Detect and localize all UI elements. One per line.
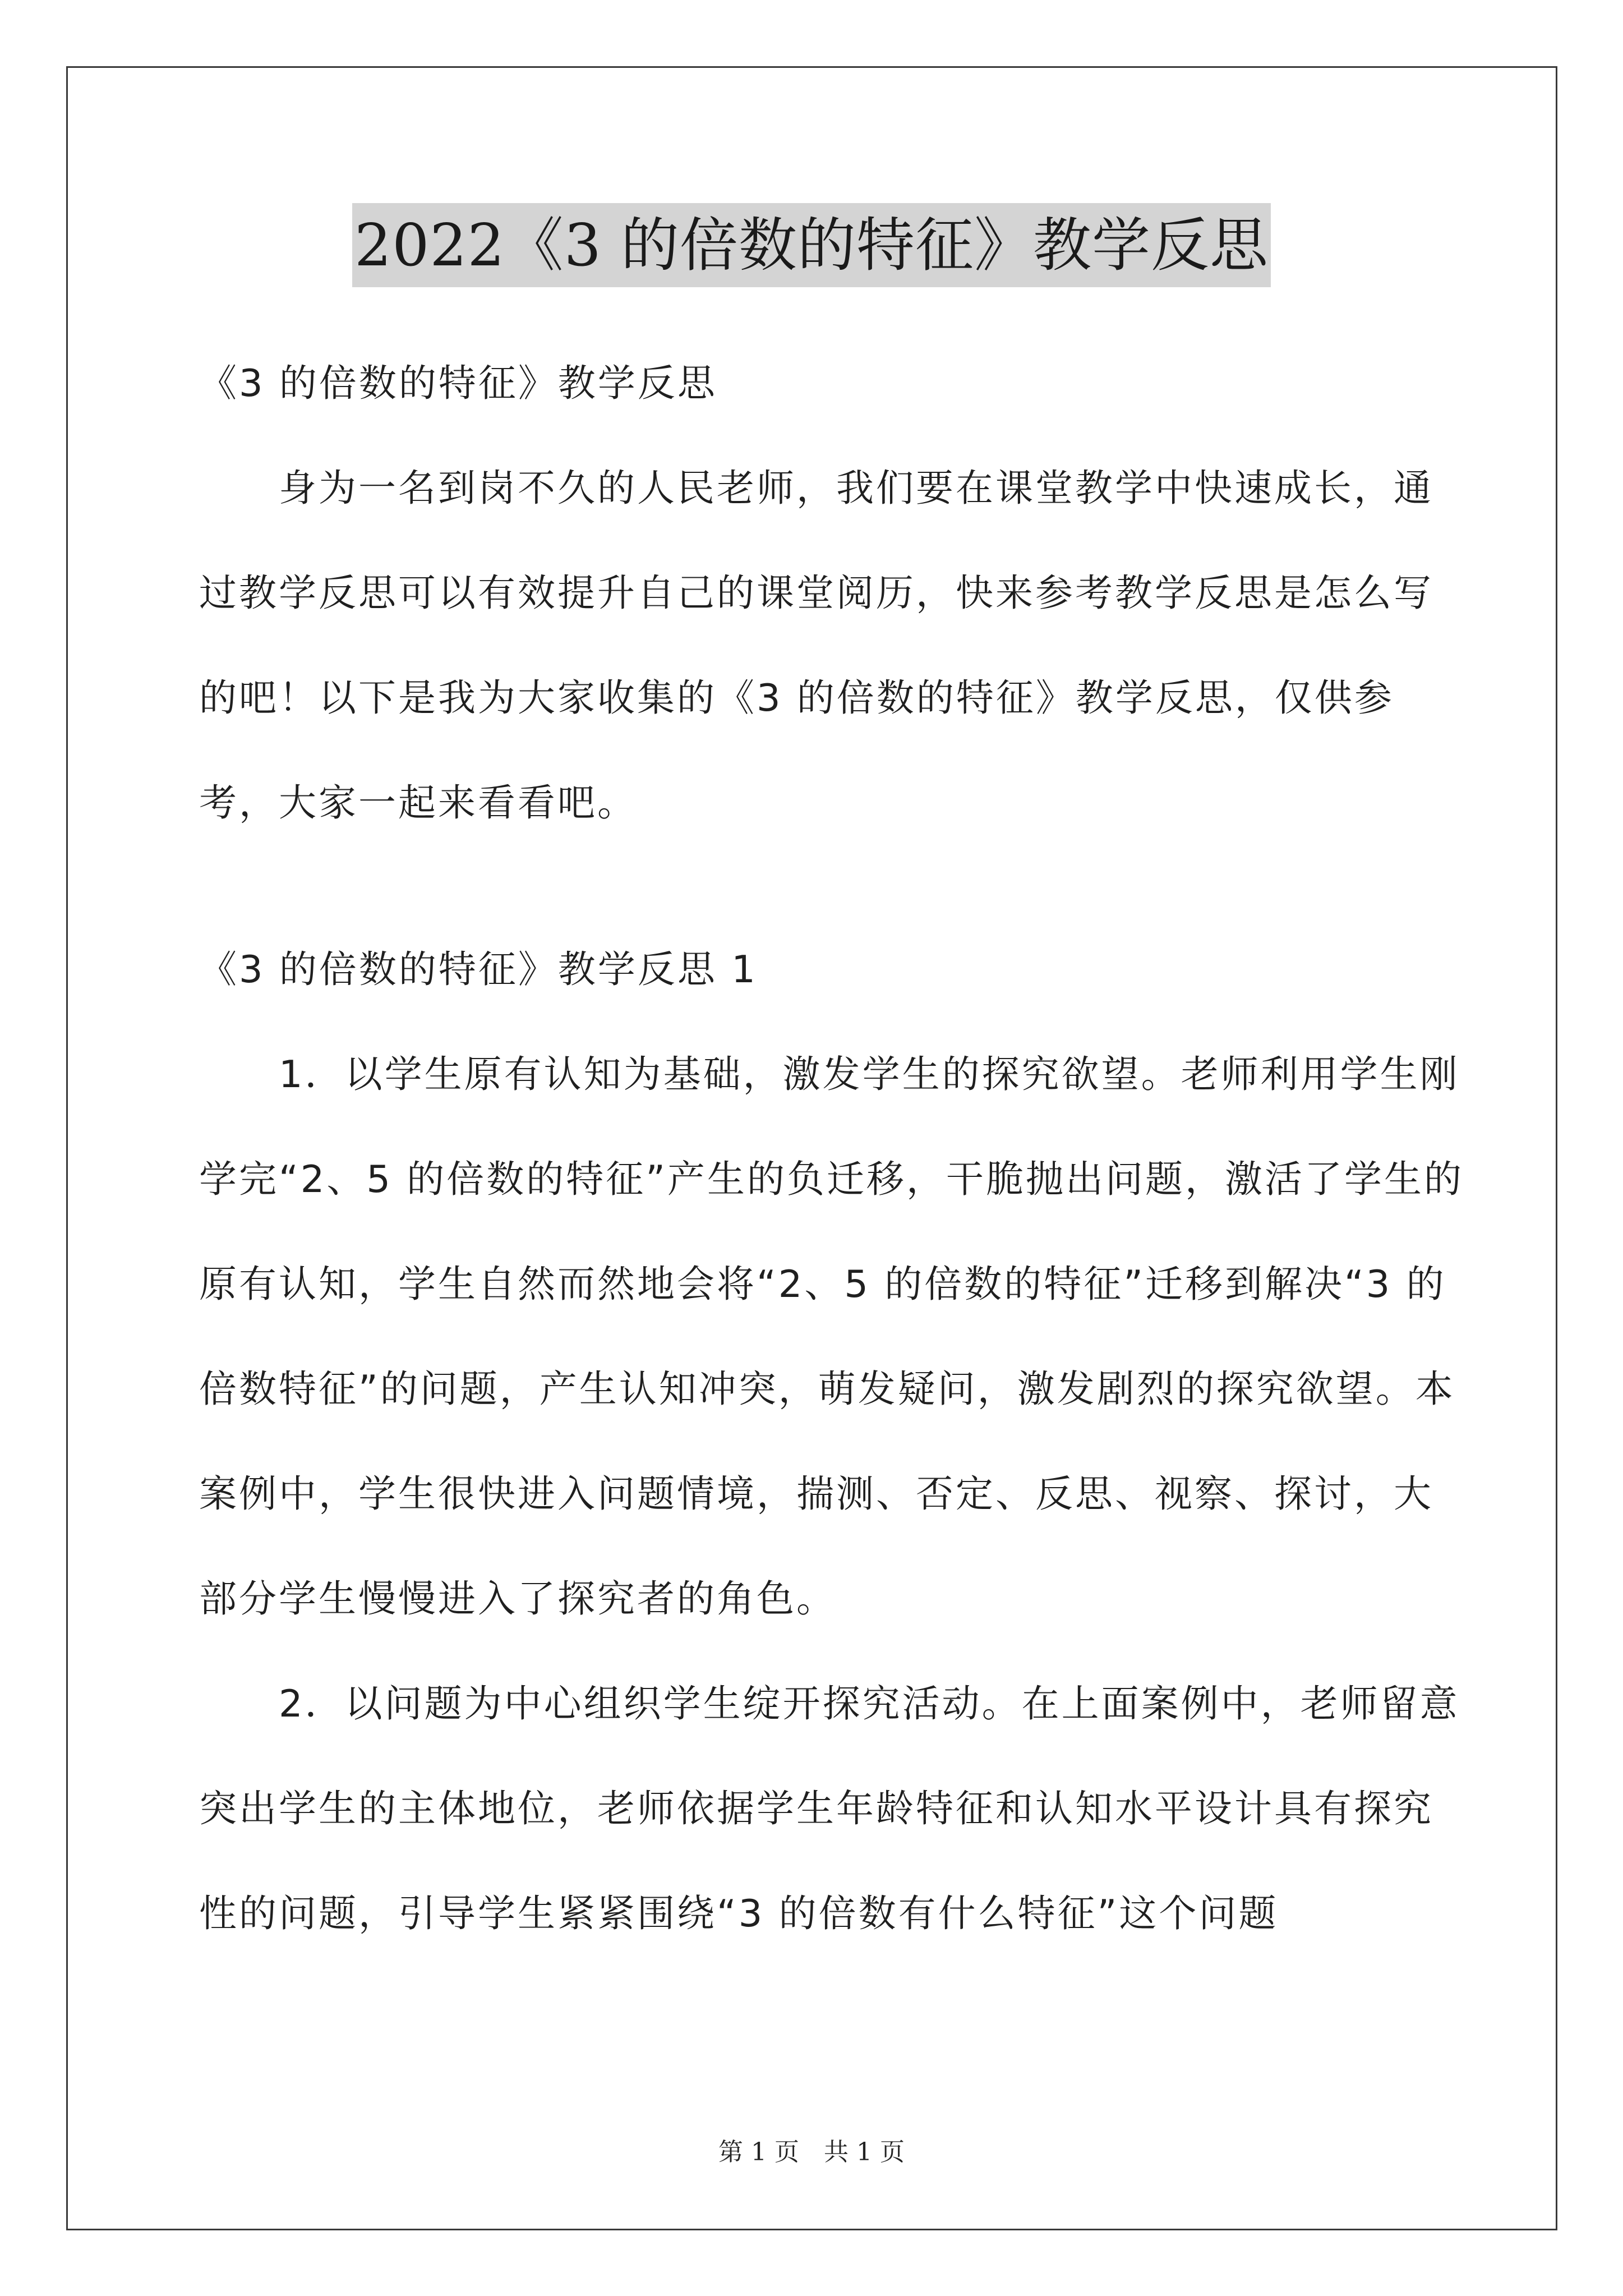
page-footer (0, 2132, 1623, 2168)
document-body (199, 331, 1472, 855)
page-number-text: 第 1 页 共 1 页 (718, 2138, 905, 2166)
section-heading: 《3 的倍数的特征》教学反思 1 (199, 947, 758, 991)
document-title: 2022《3 的倍数的特征》教学反思 (352, 203, 1271, 287)
document-section (199, 917, 1472, 1966)
title-container (0, 203, 1623, 287)
section-paragraph-1: 1．以学生原有认知为基础，激发学生的探究欲望。老师利用学生刚学完“2、5 的倍数的特征”产生的负迁移，干脆抛出问题，激活了学生的原有认知，学生自然而然地会将“2、5 的倍数的特征”迁移到解决“3 的倍数特征”的问题，产生认知冲突，萌发疑问，激发剧烈的探究欲望。本案例中，学生很快进入问题情境，揣测、否定、反思、视察、探讨，大部分学生慢慢进入了探究者的角色。 (199, 1052, 1464, 1621)
section-paragraph-2: 2．以问题为中心组织学生绽开探究活动。在上面案例中，老师留意突出学生的主体地位，老师依据学生年龄特征和认知水平设计具有探究性的问题，引导学生紧紧围绕“3 的倍数有什么特征”这个问题 (199, 1682, 1460, 1935)
intro-paragraph: 身为一名到岗不久的人民老师，我们要在课堂教学中快速成长，通过教学反思可以有效提升自己的课堂阅历，快来参考教学反思是怎么写的吧！以下是我为大家收集的《3 的倍数的特征》教学反思，仅供参考，大家一起来看看吧。 (199, 466, 1433, 825)
document-subtitle: 《3 的倍数的特征》教学反思 (199, 361, 717, 405)
